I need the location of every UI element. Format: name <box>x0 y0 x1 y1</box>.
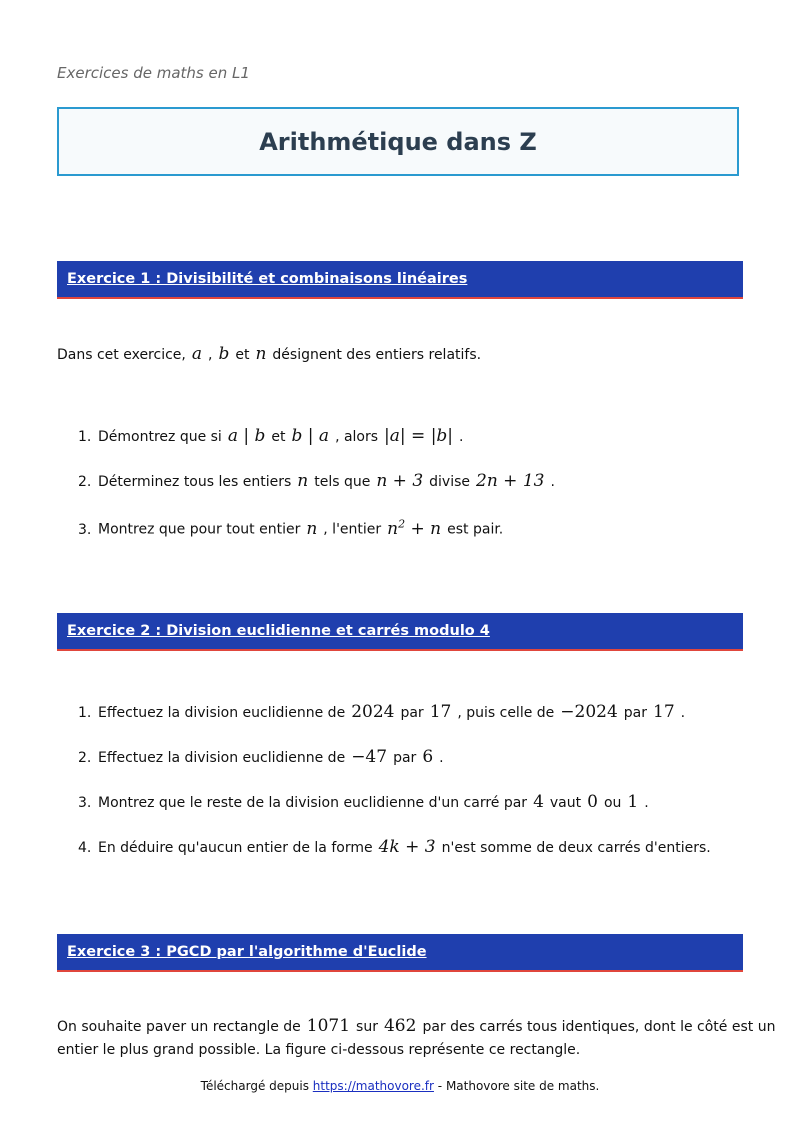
list-item: 4. En déduire qu'aucun entier de la forme 4k + 3 n'est somme de deux carrés d'entiers. <box>78 837 711 857</box>
title-box <box>57 107 739 176</box>
exercise-3-title: Exercice 3 : PGCD par l'algorithme d'Euclide <box>67 944 427 960</box>
footer: Téléchargé depuis https://mathovore.fr - Mathovore site de maths. <box>200 1079 600 1093</box>
page-title: Arithmétique dans Z <box>259 127 537 156</box>
list-item: 1. Effectuez la division euclidienne de 2024 par 17 , puis celle de −2024 par 17 . <box>78 702 686 722</box>
exercise-2-header <box>57 613 743 651</box>
exercise-1-header <box>57 261 743 299</box>
exercise-1-intro: Dans cet exercice, a , b et n désignent des entiers relatifs. <box>57 344 482 364</box>
exercise-3-header <box>57 934 743 972</box>
list-item: 3. Montrez que pour tout entier n , l'entier $n^2 + n$ est pair. <box>78 517 504 539</box>
list-item: 2. Effectuez la division euclidienne de −47 par 6 . <box>78 747 444 767</box>
list-item: 1. Démontrez que si a | b et b | a , alors |a| = |b| . <box>78 426 464 446</box>
footer-link[interactable]: https://mathovore.fr <box>312 1079 434 1093</box>
exercise-2-title: Exercice 2 : Division euclidienne et carrés modulo 4 <box>67 623 490 639</box>
list-item: 3. Montrez que le reste de la division euclidienne d'un carré par 4 vaut 0 ou 1 . <box>78 792 649 812</box>
exercise-1-title: Exercice 1 : Divisibilité et combinaisons linéaires <box>67 271 468 287</box>
list-item: 2. Déterminez tous les entiers n tels que n + 3 divise 2n + 13 . <box>78 471 555 491</box>
page-subtitle: Exercices de maths en L1 <box>57 64 250 82</box>
exercise-3-paragraph: On souhaite paver un rectangle de 1071 sur 462 par des carrés tous identiques, dont le côté est un entier le plus grand possible. La figure ci-dessous représente ce rectangle. <box>57 1016 776 1058</box>
